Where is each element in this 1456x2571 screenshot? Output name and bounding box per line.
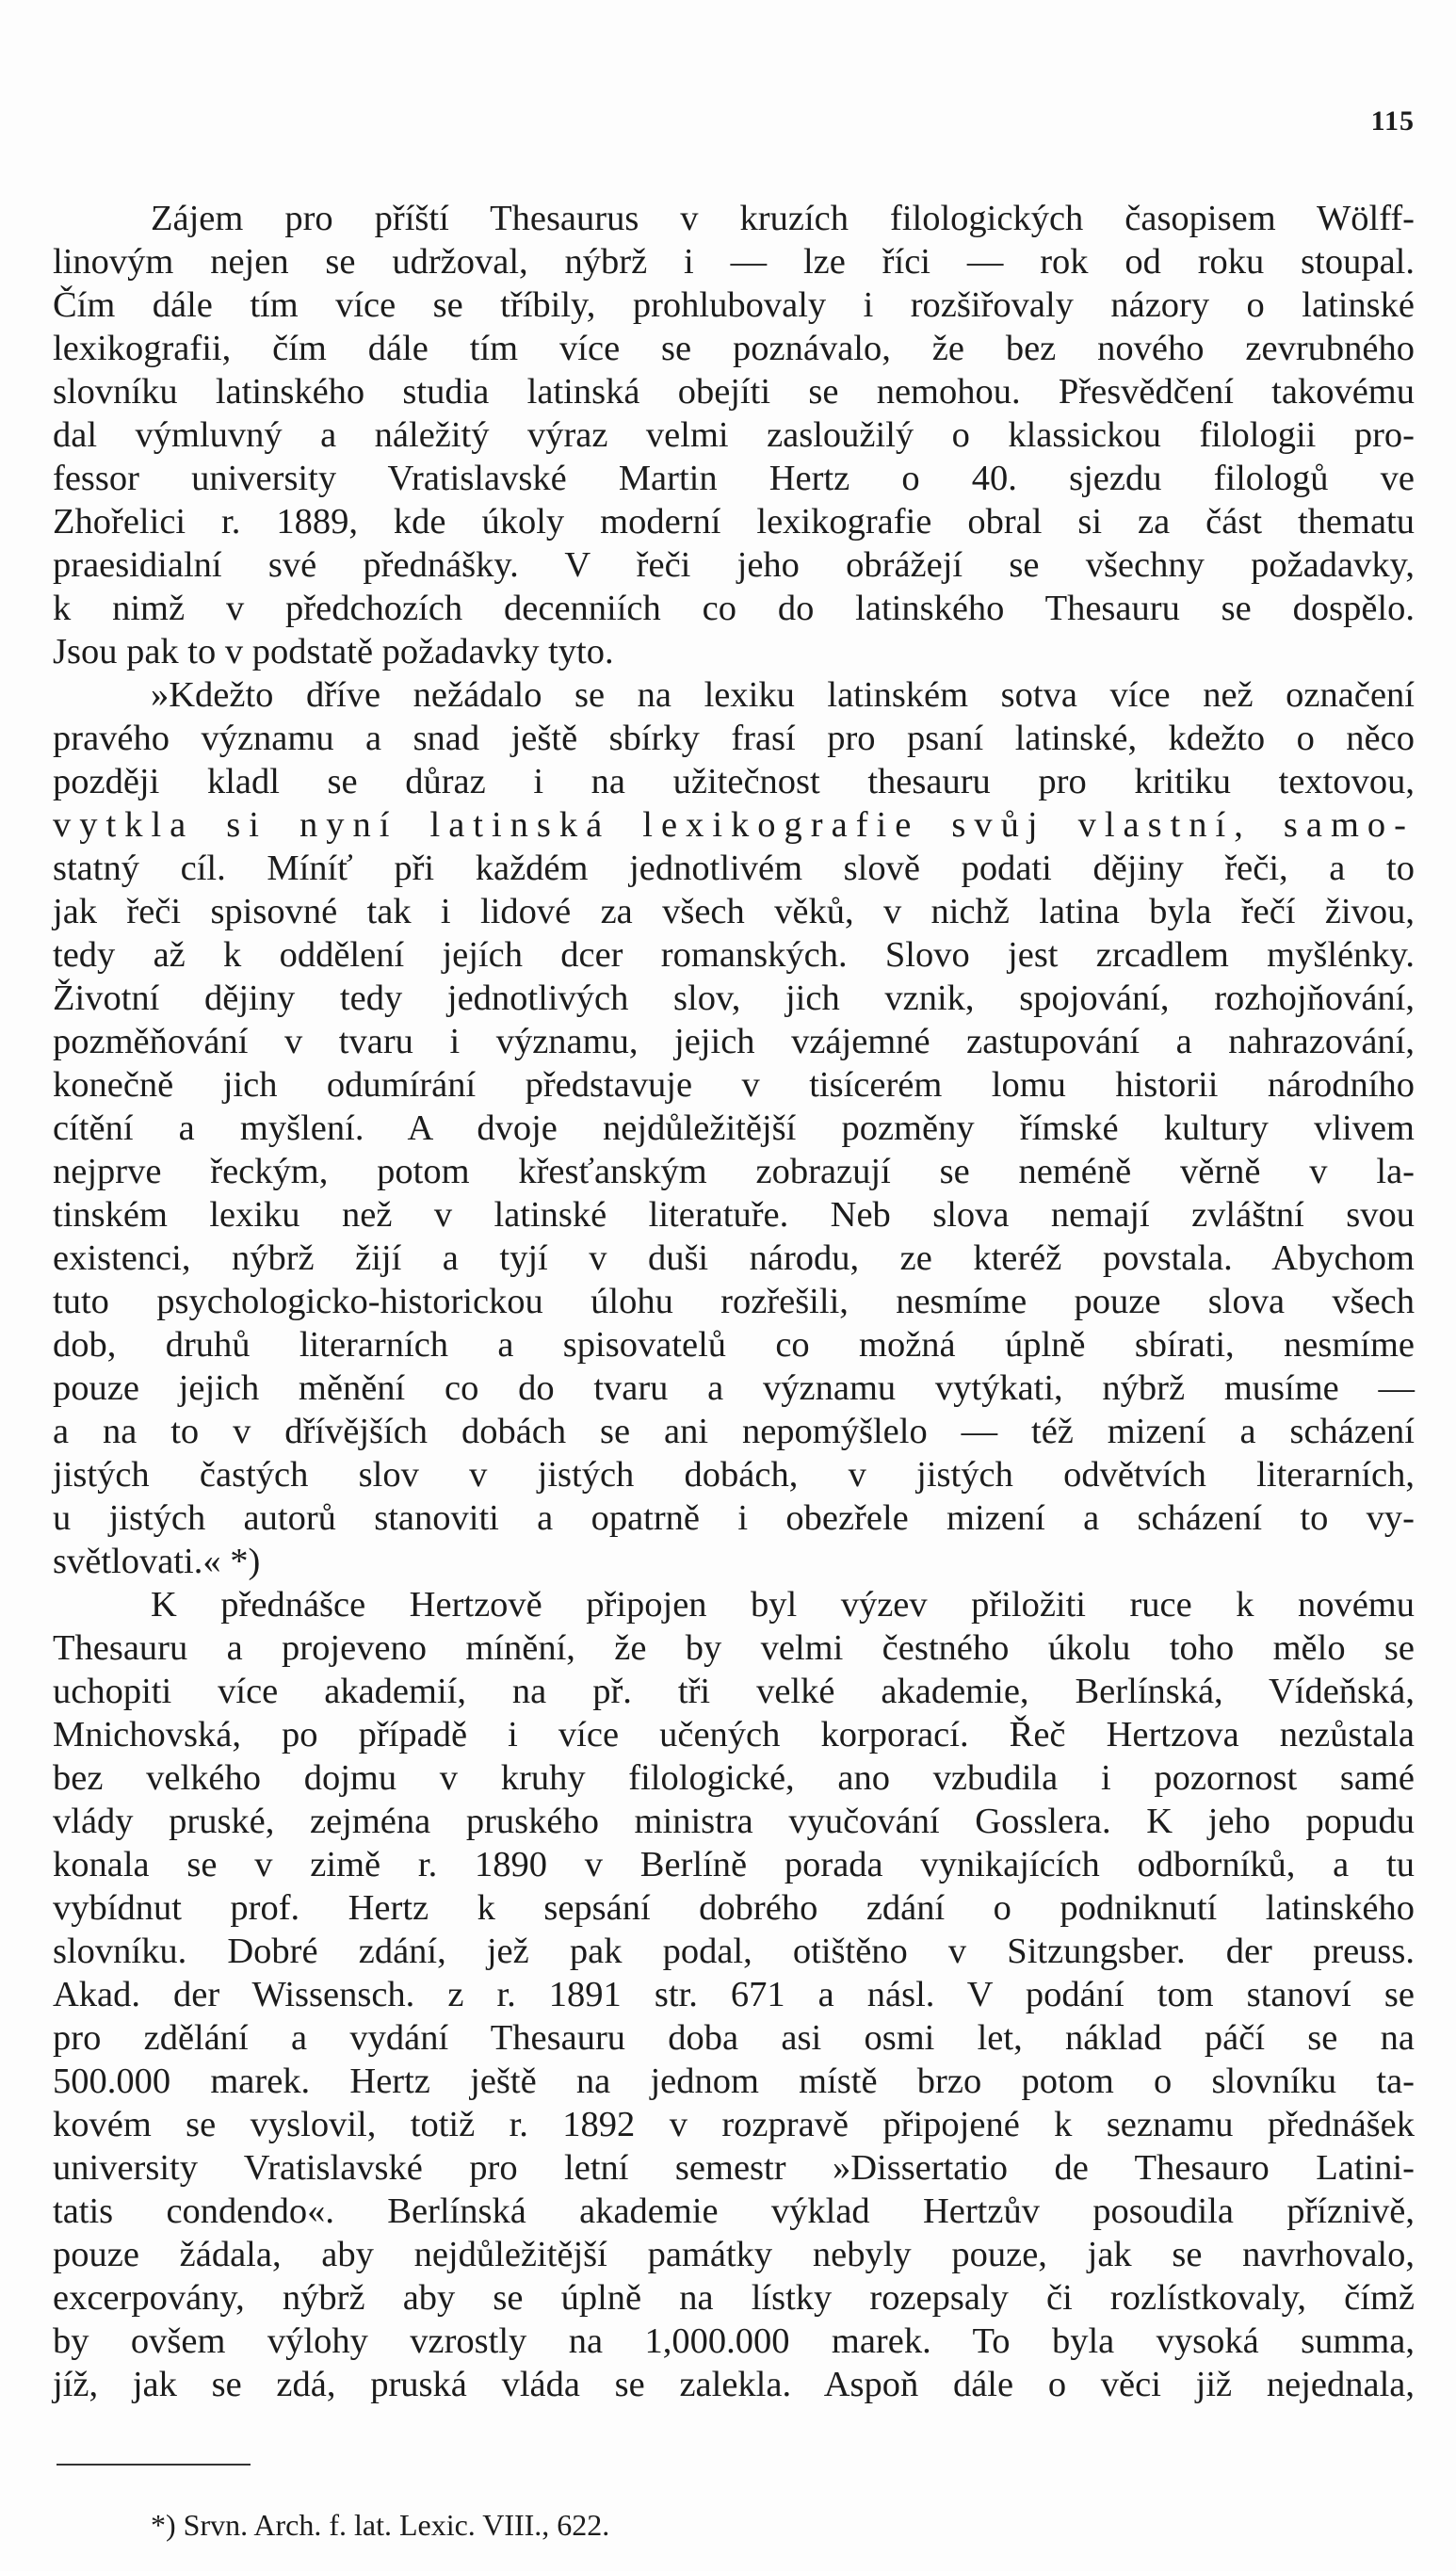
footnote-divider — [57, 2464, 251, 2466]
text-line: pouze jejich měnění co do tvaru a významu vytýkati, nýbrž musíme — — [53, 1368, 1415, 1408]
text-line: statný cíl. Míníť při každém jednotlivém slově podati dějiny řeči, a to — [53, 849, 1415, 888]
text-line: dal výmluvný a náležitý výraz velmi zasloužilý o klassickou filologii pro- — [53, 415, 1415, 455]
text-line: konečně jich odumírání představuje v tisícerém lomu historii národního — [53, 1065, 1415, 1105]
text-line: kovém se vyslovil, totiž r. 1892 v rozpravě připojené k seznamu přednášek — [53, 2105, 1415, 2144]
text-line: jíž, jak se zdá, pruská vláda se zalekla. Aspoň dále o věci již nejednala, — [53, 2365, 1415, 2404]
text-line: jak řeči spisovné tak i lidové za všech věků, v nichž latina byla řečí živou, — [53, 892, 1415, 931]
text-line: vlády pruské, zejména pruského ministra vyučování Gosslera. K jeho popudu — [53, 1802, 1415, 1841]
text-line: u jistých autorů stanoviti a opatrně i obezřele mizení a scházení to vy- — [53, 1498, 1415, 1538]
text-line: pozměňování v tvaru i významu, jejich vzájemné zastupování a nahrazování, — [53, 1022, 1415, 1061]
text-line: university Vratislavské pro letní semestr »Dissertatio de Thesauro Latini- — [53, 2148, 1415, 2188]
text-line: dob, druhů literarních a spisovatelů co možná úplně sbírati, nesmíme — [53, 1325, 1415, 1365]
text-line: Thesauru a projeveno mínění, že by velmi čestného úkolu toho mělo se — [53, 1628, 1415, 1668]
text-line: fessor university Vratislavské Martin Hertz o 40. sjezdu filologů ve — [53, 459, 1415, 498]
text-line: 500.000 marek. Hertz ještě na jednom místě brzo potom o slovníku ta- — [53, 2062, 1415, 2101]
text-line: slovníku. Dobré zdání, jež pak podal, otištěno v Sitzungsber. der preuss. — [53, 1932, 1415, 1971]
text-line: a na to v dřívějších dobách se ani nepomýšlelo — též mizení a scházení — [53, 1412, 1415, 1451]
text-line: linovým nejen se udržoval, nýbrž i — lze říci — rok od roku stoupal. — [53, 242, 1415, 282]
text-line: K přednášce Hertzově připojen byl výzev přiložiti ruce k novému — [151, 1585, 1415, 1625]
text-line: Akad. der Wissensch. z r. 1891 str. 671 a násl. V podání tom stanoví se — [53, 1975, 1415, 2014]
footnote: *) Srvn. Arch. f. lat. Lexic. VIII., 622. — [151, 2508, 610, 2542]
text-line: Zájem pro příští Thesaurus v kruzích filologických časopisem Wölff- — [151, 199, 1415, 238]
text-line: Čím dále tím více se tříbily, prohlubovaly i rozšiřovaly názory o latinské — [53, 285, 1415, 325]
text-line: pravého významu a snad ještě sbírky frasí pro psaní latinské, kdežto o něco — [53, 719, 1415, 758]
page-number: 115 — [1370, 105, 1415, 137]
text-line: cítění a myšlení. A dvoje nejdůležitější pozměny římské kultury vlivem — [53, 1108, 1415, 1148]
text-line: tinském lexiku než v latinské literatuře. Neb slova nemají zvláštní svou — [53, 1195, 1415, 1235]
text-line: k nimž v předchozích decenniích co do latinského Thesauru se dospělo. — [53, 589, 1415, 628]
text-line: existenci, nýbrž žijí a tyjí v duši národu, ze kteréž povstala. Abychom — [53, 1238, 1415, 1278]
text-line: tuto psychologicko-historickou úlohu rozřešili, nesmíme pouze slova všech — [53, 1282, 1415, 1321]
text-line: pro zdělání a vydání Thesauru doba asi osmi let, náklad páčí se na — [53, 2018, 1415, 2058]
body-text — [53, 197, 1415, 2406]
text-line: by ovšem výlohy vzrostly na 1,000.000 marek. To byla vysoká summa, — [53, 2321, 1415, 2361]
text-line: vytkla si nyní latinská lexikografie svůj vlastní, samo- — [53, 805, 1415, 845]
text-line: tedy až k oddělení jejích dcer romanských. Slovo jest zrcadlem myšlénky. — [53, 935, 1415, 975]
text-line: praesidialní své přednášky. V řeči jeho obrážejí se všechny požadavky, — [53, 545, 1415, 585]
text-line: Jsou pak to v podstatě požadavky tyto. — [53, 632, 614, 671]
text-line: bez velkého dojmu v kruhy filologické, ano vzbudila i pozornost samé — [53, 1758, 1415, 1798]
text-line: později kladl se důraz i na užitečnost thesauru pro kritiku textovou, — [53, 762, 1415, 801]
text-line: nejprve řeckým, potom křesťanským zobrazují se neméně věrně v la- — [53, 1152, 1415, 1191]
text-line: Zhořelici r. 1889, kde úkoly moderní lexikografie obral si za část thematu — [53, 502, 1415, 542]
text-line: Životní dějiny tedy jednotlivých slov, jich vznik, spojování, rozhojňování, — [53, 978, 1415, 1018]
text-line: uchopiti více akademií, na př. tři velké akademie, Berlínská, Vídeňská, — [53, 1672, 1415, 1711]
text-line: slovníku latinského studia latinská obejíti se nemohou. Přesvědčení takovému — [53, 372, 1415, 412]
text-line: jistých častých slov v jistých dobách, v jistých odvětvích literarních, — [53, 1455, 1415, 1495]
text-line: »Kdežto dříve nežádalo se na lexiku latinském sotva více než označení — [151, 675, 1415, 715]
text-line: excerpovány, nýbrž aby se úplně na lístky rozepsaly či rozlístkovaly, čímž — [53, 2278, 1415, 2318]
text-line: Mnichovská, po případě i více učených korporací. Řeč Hertzova nezůstala — [53, 1715, 1415, 1754]
text-line: vybídnut prof. Hertz k sepsání dobrého zdání o podniknutí latinského — [53, 1888, 1415, 1928]
text-line: tatis condendo«. Berlínská akademie výklad Hertzův posoudila příznivě, — [53, 2191, 1415, 2231]
text-line: lexikografii, čím dále tím více se poznávalo, že bez nového zevrubného — [53, 329, 1415, 368]
text-line: konala se v zimě r. 1890 v Berlíně porada vynikajících odborníků, a tu — [53, 1845, 1415, 1884]
text-line: světlovati.« *) — [53, 1542, 261, 1581]
text-line: pouze žádala, aby nejdůležitější památky nebyly pouze, jak se navrhovalo, — [53, 2235, 1415, 2274]
